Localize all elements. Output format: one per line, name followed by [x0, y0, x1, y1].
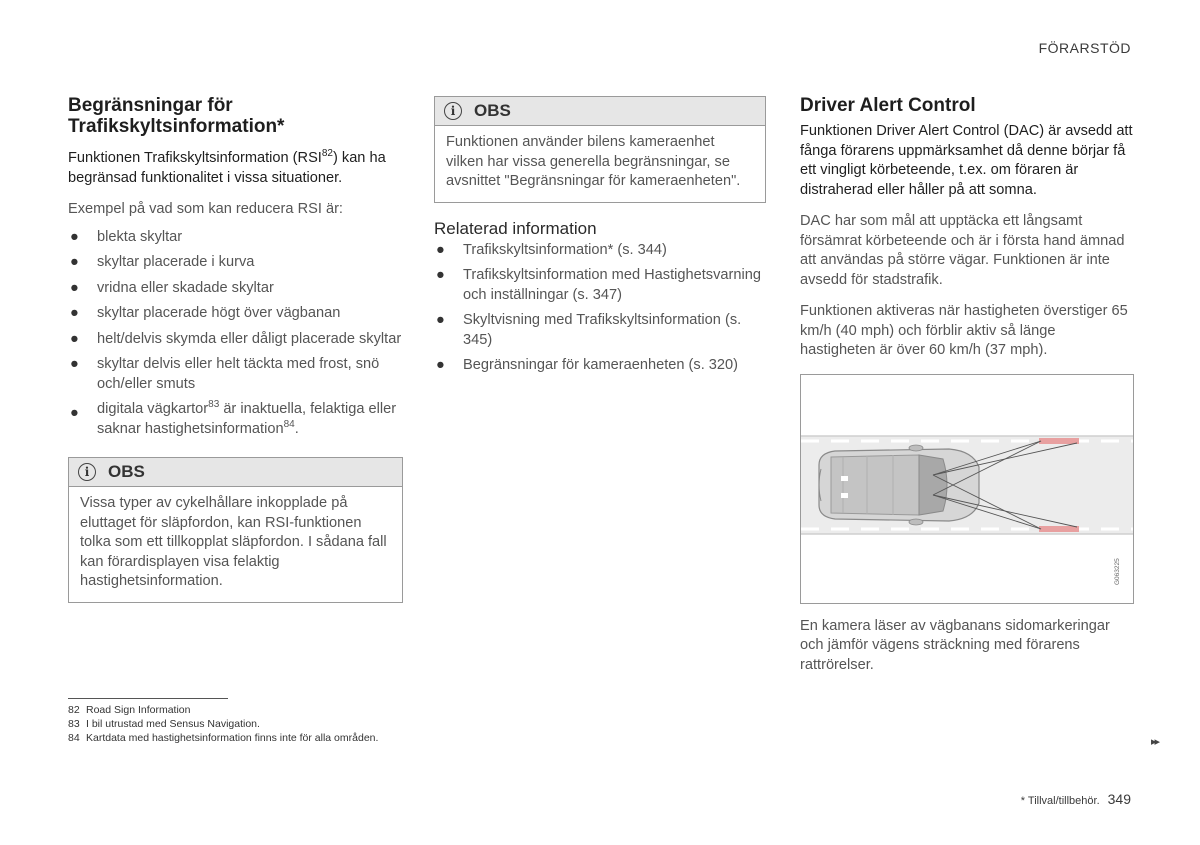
- list-item: ● skyltar placerade i kurva: [68, 253, 403, 273]
- obs-text: Vissa typer av cykelhållare inkopplade på eluttaget för släpfordon, kan RSI-funktionen tolka som ett tillkopplat släpfordon. I sådana fall kan förardisplayen visa felaktig hastighetsinformation.: [80, 495, 387, 589]
- list-item: ● digitala vägkartor$^{83}$ är inaktuella, felaktiga eller saknar hastighetsinformation$^{84}$.: [70, 399, 397, 437]
- dac-lead-paragraph: Funktionen Driver Alert Control (DAC) är avsedd att fånga förarens uppmärksamhet då denne börjar få ett vingligt körbeteende, t.ex. om föraren är distraherad eller håller på att somna.: [800, 123, 1133, 198]
- bullet-icon: ●: [70, 254, 79, 270]
- footnote-ref-83: 83: [208, 399, 220, 411]
- bullet-icon: ●: [436, 357, 445, 373]
- dac-paragraph-1: DAC har som mål att upptäcka ett långsamt försämrat körbeteende och är i första hand ämnad att användas på större vägar. Funktionen är inte avsedd för stadstrafik.: [800, 213, 1125, 288]
- footnote: 82 Road Sign Information: [68, 704, 191, 716]
- section-title-dac: Driver Alert Control: [800, 95, 976, 116]
- rsi-intro: Exempel på vad som kan reducera RSI är:: [68, 201, 343, 217]
- section-title-rsi-limitations: Begränsningar för Trafikskyltsinformation*: [68, 95, 285, 137]
- figure-code: G063225: [1114, 557, 1121, 585]
- bullet-icon: ●: [70, 305, 79, 321]
- rsi-lead-paragraph: [68, 149, 403, 188]
- detected-marking-bottom: [1039, 526, 1079, 532]
- list-item: ● vridna eller skadade skyltar: [68, 279, 403, 299]
- page-footer: [1021, 791, 1131, 807]
- rsi-limitations-list: [68, 228, 403, 440]
- related-link[interactable]: ● Trafikskyltsinformation* (s. 344): [434, 241, 766, 261]
- related-link[interactable]: ● Begränsningar för kameraenheten (s. 320): [434, 356, 766, 376]
- list-item: ● blekta skyltar: [68, 228, 403, 248]
- bullet-icon: ●: [436, 241, 445, 258]
- dac-illustration: [800, 374, 1134, 604]
- bullet-icon: ●: [436, 267, 445, 283]
- obs-header: [435, 97, 765, 126]
- car-camera-diagram: [801, 375, 1133, 603]
- list-item: ● skyltar placerade högt över vägbanan: [68, 304, 403, 324]
- footer-note: * Tillval/tillbehör.: [1020, 795, 1100, 807]
- related-info-list: [434, 241, 766, 376]
- info-icon: i: [78, 463, 96, 481]
- list-item: ● skyltar delvis eller helt täckta med frost, snö och/eller smuts: [70, 356, 380, 392]
- related-link[interactable]: ● Skyltvisning med Trafikskyltsinformation (s. 345): [436, 312, 742, 348]
- section-header: FÖRARSTÖD: [1038, 40, 1131, 56]
- lead-text-cont: ) kan ha begränsad funktionalitet i vissa situationer.: [68, 150, 386, 186]
- footnote: 84 Kartdata med hastighetsinformation finns inte för alla områden.: [68, 732, 379, 744]
- bullet-icon: ●: [70, 405, 79, 421]
- continue-arrows-icon: ▸▸: [1151, 736, 1159, 748]
- page-number: 349: [1107, 791, 1131, 807]
- column-middle: [434, 96, 766, 382]
- bullet-icon: ●: [70, 228, 79, 245]
- bullet-icon: ●: [70, 356, 79, 372]
- footnote-divider: [68, 698, 228, 699]
- bullet-icon: ●: [436, 312, 445, 328]
- obs-title: OBS: [474, 101, 511, 120]
- footnote: 83 I bil utrustad med Sensus Navigation.: [68, 718, 260, 730]
- lead-text: Funktionen Trafikskyltsinformation (RSI: [68, 150, 322, 166]
- obs-text: Funktionen använder bilens kameraenhet vilken har vissa generella begränsningar, se avsnittet "Begränsningar för kameraenheten".: [446, 134, 741, 189]
- dac-paragraph-2: Funktionen aktiveras när hastigheten överstiger 65 km/h (40 mph) och förblir aktiv så länge hastigheten är över 60 km/h (37 mph).: [800, 303, 1128, 358]
- related-info-heading: Relaterad information: [434, 218, 597, 238]
- column-left: [68, 95, 403, 603]
- obs-note-box: [68, 457, 403, 603]
- footnote-ref-84: 84: [283, 418, 295, 430]
- figure-caption: En kamera läser av vägbanans sidomarkeringar och jämför vägens sträckning med förarens rattrörelser.: [800, 617, 1110, 673]
- related-link[interactable]: ● Trafikskyltsinformation med Hastighetsvarning och inställningar (s. 347): [436, 267, 761, 303]
- info-icon: i: [444, 102, 462, 120]
- column-right: [800, 95, 1134, 675]
- car-icon: [819, 445, 979, 525]
- obs-header: [69, 458, 402, 487]
- bullet-icon: ●: [70, 330, 79, 347]
- footnote-ref-82: 82: [321, 148, 333, 160]
- bullet-icon: ●: [70, 279, 79, 296]
- list-item: ● helt/delvis skymda eller dåligt placerade skyltar: [68, 330, 403, 350]
- obs-note-box: [434, 96, 766, 203]
- detected-marking-top: [1039, 438, 1079, 444]
- obs-title: OBS: [108, 462, 145, 481]
